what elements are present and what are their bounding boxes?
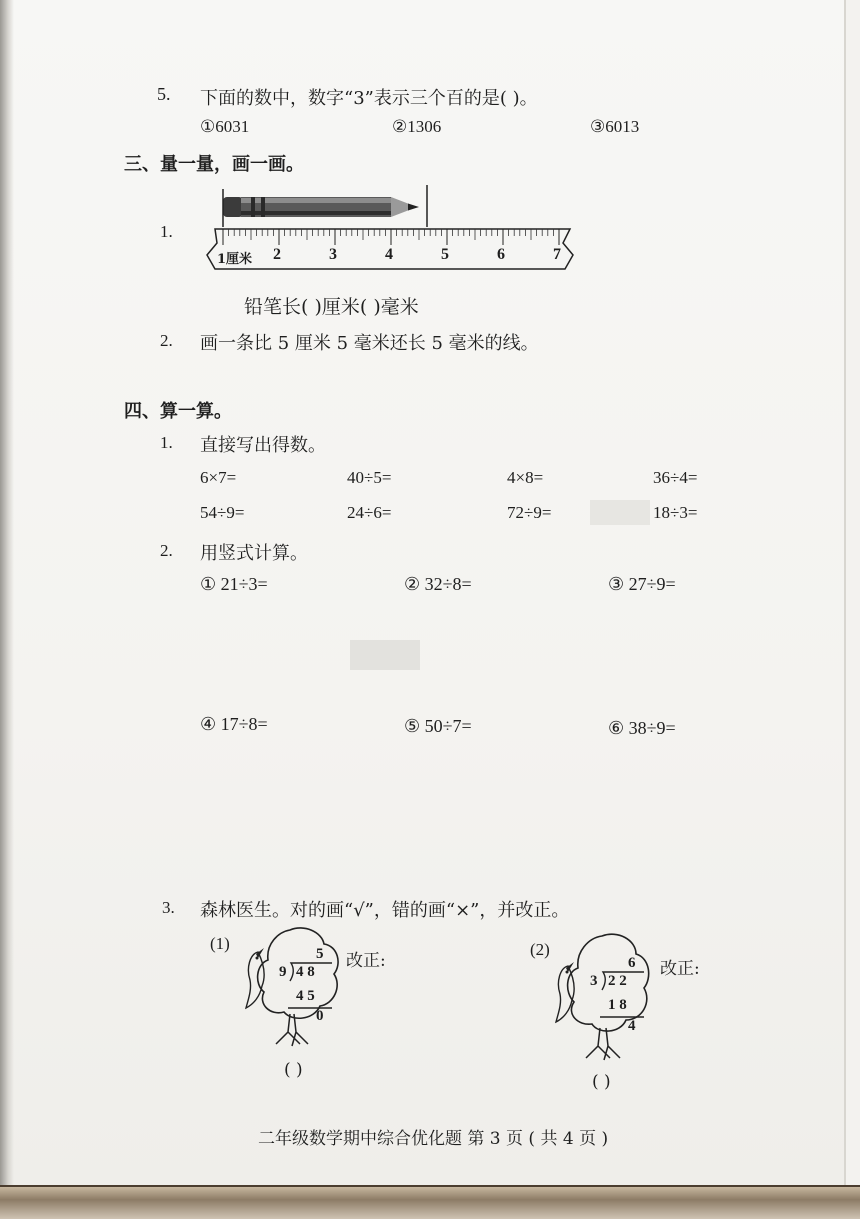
section3-heading: 三、量一量，画一画。 xyxy=(124,154,304,175)
oral-calc: 6×7= xyxy=(200,468,237,487)
doctor1-answer-bracket[interactable]: ( ) xyxy=(284,1060,303,1080)
division-underline xyxy=(600,1015,646,1019)
doctor2-label: (2) xyxy=(530,940,550,959)
q5-number: 5. xyxy=(157,84,171,104)
section4-item2-title: 用竖式计算。 xyxy=(200,543,308,564)
bleed-through-mark xyxy=(350,640,420,670)
vertical-calc: ④ 17÷8= xyxy=(200,714,268,734)
tree-woodpecker-icon xyxy=(552,930,662,1070)
ruler-label-2: 2 xyxy=(273,246,281,263)
vertical-calc: ① 21÷3= xyxy=(200,574,268,594)
doctor2-dividend: 2 2 xyxy=(608,973,627,989)
q5-option-1: ①6031 xyxy=(200,117,250,136)
doctor1-quotient: 5 xyxy=(316,946,324,962)
q5-text: 下面的数中，数字“3”表示三个百的是( )。 xyxy=(200,88,538,109)
doctor1-product: 4 5 xyxy=(296,988,315,1004)
pencil-length-answer: 铅笔长( )厘米( )毫米 xyxy=(244,296,419,318)
section4-item1-number: 1. xyxy=(160,433,173,452)
division-underline xyxy=(288,1006,334,1010)
ruler-label-3: 3 xyxy=(329,246,337,263)
ruler-label-5: 5 xyxy=(441,246,449,263)
oral-calc: 40÷5= xyxy=(347,468,392,487)
oral-calc: 54÷9= xyxy=(200,503,245,522)
doctor1-divisor: 9 xyxy=(279,964,287,980)
exam-page xyxy=(8,0,846,1190)
doctor2-fix-label: 改正: xyxy=(660,959,700,979)
desk-edge xyxy=(0,1185,860,1219)
doctor2-product: 1 8 xyxy=(608,997,627,1013)
doctor2-quotient: 6 xyxy=(628,955,636,971)
oral-calc: 72÷9= xyxy=(507,503,552,522)
oral-calc: 36÷4= xyxy=(653,468,698,487)
section3-item1-number: 1. xyxy=(160,222,173,241)
section4-item2-number: 2. xyxy=(160,541,173,560)
vertical-calc: ② 32÷8= xyxy=(404,574,472,594)
pencil-icon xyxy=(223,185,427,227)
doctor2-remainder: 4 xyxy=(628,1018,636,1034)
ruler-label-7: 7 xyxy=(553,246,561,263)
doctor1-remainder: 0 xyxy=(316,1008,324,1024)
ruler-label-6: 6 xyxy=(497,246,505,263)
oral-calc: 18÷3= xyxy=(653,503,698,522)
oral-calc: 4×8= xyxy=(507,468,544,487)
q5-option-3: ③6013 xyxy=(590,117,640,136)
section3-item2-number: 2. xyxy=(160,331,173,350)
oral-calc: 24÷6= xyxy=(347,503,392,522)
vertical-calc: ⑤ 50÷7= xyxy=(404,716,472,736)
vertical-calc: ③ 27÷9= xyxy=(608,574,676,594)
doctor1-dividend: 4 8 xyxy=(296,964,315,980)
page-edge-shadow xyxy=(0,0,14,1217)
doctor2-divisor: 3 xyxy=(590,973,598,989)
vertical-calc: ⑥ 38÷9= xyxy=(608,718,676,738)
section4-item3-title: 森林医生。对的画“√”，错的画“×”，并改正。 xyxy=(200,900,570,921)
ruler-label-4: 4 xyxy=(385,246,393,263)
bleed-through-mark xyxy=(590,500,650,525)
section4-heading: 四、算一算。 xyxy=(124,401,232,422)
doctor2-answer-bracket[interactable]: ( ) xyxy=(592,1072,611,1092)
doctor1-fix-label: 改正: xyxy=(346,951,386,971)
ruler-label-1: 1厘米 xyxy=(217,252,253,267)
section3-item2-text: 画一条比 5 厘米 5 毫米还长 5 毫米的线。 xyxy=(200,333,539,354)
q5-option-2: ②1306 xyxy=(392,117,442,136)
section4-item3-number: 3. xyxy=(162,898,175,917)
page-footer: 二年级数学期中综合优化题 第 3 页 ( 共 4 页 ) xyxy=(258,1129,609,1149)
section4-item1-title: 直接写出得数。 xyxy=(200,435,326,456)
doctor1-label: (1) xyxy=(210,934,230,953)
